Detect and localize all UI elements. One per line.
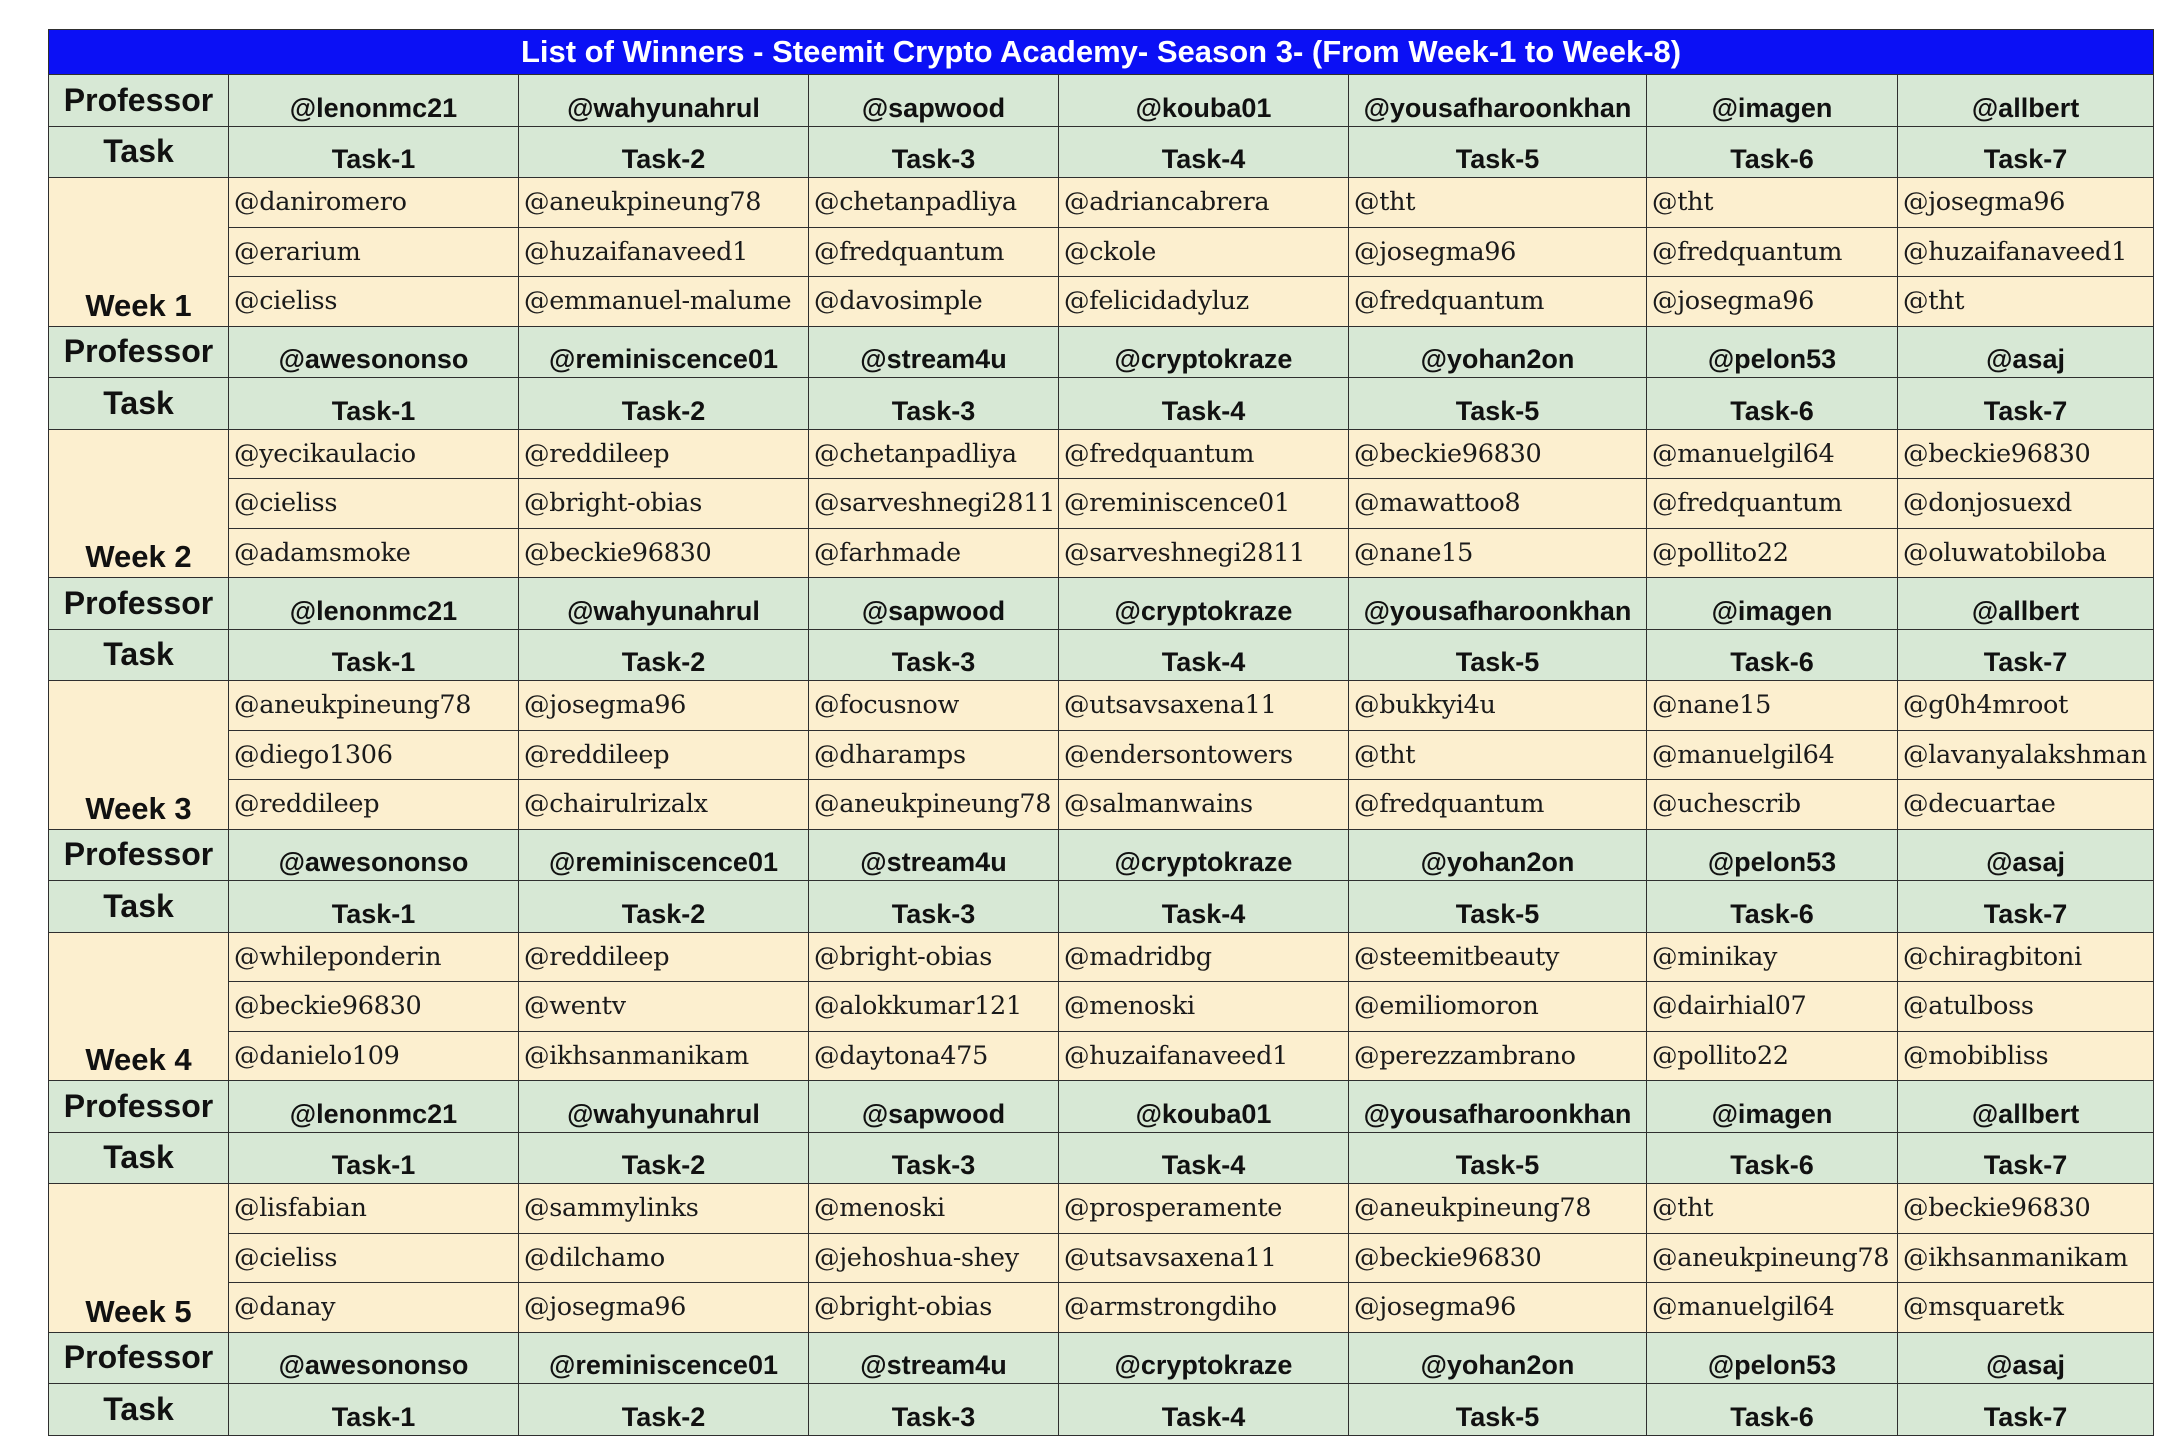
- task-name: Task-3: [809, 1132, 1059, 1184]
- winner-name: @menoski: [809, 1184, 1059, 1234]
- task-name: Task-2: [519, 378, 809, 430]
- professor-name: @allbert: [1898, 578, 2154, 630]
- task-name: Task-5: [1349, 1132, 1647, 1184]
- professor-name: @wahyunahrul: [519, 578, 809, 630]
- winner-name: @bright-obias: [809, 1283, 1059, 1333]
- winner-name: @alokkumar121: [809, 982, 1059, 1032]
- task-name: Task-2: [519, 881, 809, 933]
- winner-name: @aneukpineung78: [229, 681, 519, 731]
- task-name: Task-1: [229, 378, 519, 430]
- task-label: Task: [49, 881, 229, 933]
- professor-name: @wahyunahrul: [519, 75, 809, 127]
- week-label: Week 5: [49, 1184, 229, 1333]
- professor-label: Professor: [49, 1332, 229, 1384]
- winner-name: @nane15: [1647, 681, 1898, 731]
- week-label: Week 2: [49, 429, 229, 578]
- professor-name: @sapwood: [809, 578, 1059, 630]
- winner-name: @beckie96830: [1898, 429, 2154, 479]
- table-title: List of Winners - Steemit Crypto Academy- Season 3- (From Week-1 to Week-8): [49, 30, 2154, 75]
- task-name: Task-1: [229, 629, 519, 681]
- winner-name: @sarveshnegi2811: [1059, 528, 1349, 578]
- professor-name: @cryptokraze: [1059, 1332, 1349, 1384]
- professor-name: @yousafharoonkhan: [1349, 578, 1647, 630]
- winner-name: @dharamps: [809, 730, 1059, 780]
- winner-name: @wentv: [519, 982, 809, 1032]
- winner-name: @beckie96830: [1349, 1233, 1647, 1283]
- winner-name: @cieliss: [229, 277, 519, 327]
- winner-name: @chetanpadliya: [809, 178, 1059, 228]
- winner-name: @fredquantum: [809, 227, 1059, 277]
- task-name: Task-4: [1059, 1384, 1349, 1436]
- winner-name: @uchescrib: [1647, 780, 1898, 830]
- professor-name: @cryptokraze: [1059, 829, 1349, 881]
- winner-name: @adriancabrera: [1059, 178, 1349, 228]
- professor-name: @lenonmc21: [229, 75, 519, 127]
- winner-name: @emmanuel-malume: [519, 277, 809, 327]
- professor-label: Professor: [49, 578, 229, 630]
- winner-row: [49, 178, 2154, 228]
- winner-name: @josegma96: [1349, 1283, 1647, 1333]
- winner-name: @cieliss: [229, 479, 519, 529]
- task-name: Task-4: [1059, 126, 1349, 178]
- winner-row: [49, 730, 2154, 780]
- task-name: Task-5: [1349, 881, 1647, 933]
- winner-name: @oluwatobiloba: [1898, 528, 2154, 578]
- winner-name: @dairhial07: [1647, 982, 1898, 1032]
- winner-name: @msquaretk: [1898, 1283, 2154, 1333]
- winner-name: @g0h4mroot: [1898, 681, 2154, 731]
- winner-name: @daytona475: [809, 1031, 1059, 1081]
- week-label: Week 1: [49, 178, 229, 327]
- winner-name: @tht: [1647, 1184, 1898, 1234]
- task-name: Task-7: [1898, 1132, 2154, 1184]
- winner-name: @steemitbeauty: [1349, 932, 1647, 982]
- winner-name: @fredquantum: [1647, 479, 1898, 529]
- winner-name: @beckie96830: [519, 528, 809, 578]
- week-label: Week 3: [49, 681, 229, 830]
- winner-row: [49, 429, 2154, 479]
- winner-row: [49, 277, 2154, 327]
- professor-label: Professor: [49, 1081, 229, 1133]
- winner-name: @utsavsaxena11: [1059, 681, 1349, 731]
- winner-name: @manuelgil64: [1647, 429, 1898, 479]
- professor-name: @cryptokraze: [1059, 326, 1349, 378]
- winner-name: @minikay: [1647, 932, 1898, 982]
- professor-row: [49, 1332, 2154, 1384]
- task-name: Task-4: [1059, 881, 1349, 933]
- winner-name: @ikhsanmanikam: [519, 1031, 809, 1081]
- winner-row: [49, 1283, 2154, 1333]
- winner-name: @chetanpadliya: [809, 429, 1059, 479]
- winner-name: @menoski: [1059, 982, 1349, 1032]
- professor-name: @yohan2on: [1349, 1332, 1647, 1384]
- winner-name: @yecikaulacio: [229, 429, 519, 479]
- professor-name: @asaj: [1898, 326, 2154, 378]
- winner-name: @josegma96: [519, 1283, 809, 1333]
- winner-name: @josegma96: [1349, 227, 1647, 277]
- task-name: Task-4: [1059, 1132, 1349, 1184]
- winner-name: @lavanyalakshman: [1898, 730, 2154, 780]
- winner-name: @fredquantum: [1059, 429, 1349, 479]
- winner-name: @tht: [1349, 178, 1647, 228]
- winner-name: @mawattoo8: [1349, 479, 1647, 529]
- task-name: Task-1: [229, 881, 519, 933]
- winner-name: @daniromero: [229, 178, 519, 228]
- professor-row: [49, 1081, 2154, 1133]
- professor-name: @sapwood: [809, 1081, 1059, 1133]
- winner-name: @sammylinks: [519, 1184, 809, 1234]
- winner-name: @beckie96830: [1349, 429, 1647, 479]
- task-name: Task-7: [1898, 126, 2154, 178]
- professor-name: @awesononso: [229, 326, 519, 378]
- task-name: Task-3: [809, 126, 1059, 178]
- task-row: [49, 1384, 2154, 1436]
- professor-name: @reminiscence01: [519, 326, 809, 378]
- professor-name: @awesononso: [229, 1332, 519, 1384]
- task-name: Task-4: [1059, 629, 1349, 681]
- winners-table: [48, 29, 2154, 1436]
- winner-name: @bright-obias: [809, 932, 1059, 982]
- winner-name: @huzaifanaveed1: [1898, 227, 2154, 277]
- winner-name: @josegma96: [1647, 277, 1898, 327]
- winner-name: @reddileep: [229, 780, 519, 830]
- winner-row: [49, 528, 2154, 578]
- winner-name: @reddileep: [519, 730, 809, 780]
- task-name: Task-7: [1898, 1384, 2154, 1436]
- winner-row: [49, 1184, 2154, 1234]
- task-row: [49, 881, 2154, 933]
- winner-row: [49, 1031, 2154, 1081]
- winner-name: @atulboss: [1898, 982, 2154, 1032]
- professor-name: @awesononso: [229, 829, 519, 881]
- professor-label: Professor: [49, 75, 229, 127]
- professor-name: @kouba01: [1059, 1081, 1349, 1133]
- winner-name: @aneukpineung78: [1349, 1184, 1647, 1234]
- title-row: [49, 30, 2154, 75]
- winner-name: @dilchamo: [519, 1233, 809, 1283]
- professor-name: @asaj: [1898, 1332, 2154, 1384]
- task-name: Task-5: [1349, 629, 1647, 681]
- winner-row: [49, 982, 2154, 1032]
- winner-name: @emiliomoron: [1349, 982, 1647, 1032]
- task-label: Task: [49, 629, 229, 681]
- winner-name: @aneukpineung78: [809, 780, 1059, 830]
- winner-name: @danay: [229, 1283, 519, 1333]
- professor-row: [49, 829, 2154, 881]
- winner-name: @erarium: [229, 227, 519, 277]
- winner-row: [49, 479, 2154, 529]
- winner-name: @lisfabian: [229, 1184, 519, 1234]
- winner-name: @huzaifanaveed1: [1059, 1031, 1349, 1081]
- professor-name: @allbert: [1898, 1081, 2154, 1133]
- winner-name: @endersontowers: [1059, 730, 1349, 780]
- winner-name: @fredquantum: [1647, 227, 1898, 277]
- task-name: Task-3: [809, 629, 1059, 681]
- winner-name: @focusnow: [809, 681, 1059, 731]
- task-name: Task-2: [519, 126, 809, 178]
- winner-name: @reddileep: [519, 932, 809, 982]
- task-name: Task-4: [1059, 378, 1349, 430]
- winner-row: [49, 932, 2154, 982]
- professor-name: @yousafharoonkhan: [1349, 1081, 1647, 1133]
- winner-name: @whileponderin: [229, 932, 519, 982]
- winner-name: @bukkyi4u: [1349, 681, 1647, 731]
- winner-name: @chairulrizalx: [519, 780, 809, 830]
- week-label: Week 4: [49, 932, 229, 1081]
- winner-name: @armstrongdiho: [1059, 1283, 1349, 1333]
- professor-row: [49, 578, 2154, 630]
- task-name: Task-7: [1898, 881, 2154, 933]
- professor-name: @asaj: [1898, 829, 2154, 881]
- winner-name: @perezzambrano: [1349, 1031, 1647, 1081]
- winner-name: @pollito22: [1647, 528, 1898, 578]
- task-name: Task-5: [1349, 126, 1647, 178]
- task-name: Task-5: [1349, 378, 1647, 430]
- winner-name: @ckole: [1059, 227, 1349, 277]
- task-name: Task-1: [229, 1132, 519, 1184]
- professor-name: @kouba01: [1059, 75, 1349, 127]
- task-name: Task-6: [1647, 1132, 1898, 1184]
- task-name: Task-6: [1647, 378, 1898, 430]
- task-name: Task-2: [519, 629, 809, 681]
- task-label: Task: [49, 126, 229, 178]
- professor-name: @pelon53: [1647, 326, 1898, 378]
- winner-name: @bright-obias: [519, 479, 809, 529]
- winner-name: @davosimple: [809, 277, 1059, 327]
- task-name: Task-7: [1898, 378, 2154, 430]
- winner-name: @cieliss: [229, 1233, 519, 1283]
- winner-name: @prosperamente: [1059, 1184, 1349, 1234]
- task-row: [49, 629, 2154, 681]
- professor-name: @allbert: [1898, 75, 2154, 127]
- winner-name: @aneukpineung78: [1647, 1233, 1898, 1283]
- winners-table-body: [49, 30, 2154, 1436]
- winner-name: @jehoshua-shey: [809, 1233, 1059, 1283]
- professor-name: @pelon53: [1647, 829, 1898, 881]
- professor-name: @imagen: [1647, 75, 1898, 127]
- winner-name: @fredquantum: [1349, 780, 1647, 830]
- professor-name: @yohan2on: [1349, 829, 1647, 881]
- winner-name: @adamsmoke: [229, 528, 519, 578]
- winner-name: @salmanwains: [1059, 780, 1349, 830]
- task-name: Task-1: [229, 126, 519, 178]
- winner-name: @reddileep: [519, 429, 809, 479]
- winner-name: @josegma96: [519, 681, 809, 731]
- winner-name: @farhmade: [809, 528, 1059, 578]
- winner-name: @decuartae: [1898, 780, 2154, 830]
- task-name: Task-3: [809, 1384, 1059, 1436]
- winner-name: @mobibliss: [1898, 1031, 2154, 1081]
- professor-name: @reminiscence01: [519, 829, 809, 881]
- task-name: Task-2: [519, 1384, 809, 1436]
- professor-label: Professor: [49, 326, 229, 378]
- winner-name: @fredquantum: [1349, 277, 1647, 327]
- task-row: [49, 1132, 2154, 1184]
- task-name: Task-6: [1647, 126, 1898, 178]
- professor-label: Professor: [49, 829, 229, 881]
- winner-row: [49, 681, 2154, 731]
- task-name: Task-6: [1647, 881, 1898, 933]
- task-label: Task: [49, 1384, 229, 1436]
- task-name: Task-3: [809, 378, 1059, 430]
- professor-name: @sapwood: [809, 75, 1059, 127]
- winner-name: @danielo109: [229, 1031, 519, 1081]
- professor-name: @imagen: [1647, 578, 1898, 630]
- winner-name: @nane15: [1349, 528, 1647, 578]
- winner-name: @manuelgil64: [1647, 1283, 1898, 1333]
- professor-name: @lenonmc21: [229, 578, 519, 630]
- winner-name: @tht: [1647, 178, 1898, 228]
- task-row: [49, 378, 2154, 430]
- winner-row: [49, 780, 2154, 830]
- professor-name: @pelon53: [1647, 1332, 1898, 1384]
- winner-name: @beckie96830: [229, 982, 519, 1032]
- winner-name: @utsavsaxena11: [1059, 1233, 1349, 1283]
- winner-name: @huzaifanaveed1: [519, 227, 809, 277]
- winner-name: @felicidadyluz: [1059, 277, 1349, 327]
- winner-name: @manuelgil64: [1647, 730, 1898, 780]
- professor-name: @reminiscence01: [519, 1332, 809, 1384]
- task-label: Task: [49, 1132, 229, 1184]
- winner-name: @tht: [1898, 277, 2154, 327]
- winner-row: [49, 1233, 2154, 1283]
- professor-name: @yohan2on: [1349, 326, 1647, 378]
- winner-name: @beckie96830: [1898, 1184, 2154, 1234]
- task-name: Task-5: [1349, 1384, 1647, 1436]
- winner-name: @tht: [1349, 730, 1647, 780]
- professor-name: @wahyunahrul: [519, 1081, 809, 1133]
- winner-name: @reminiscence01: [1059, 479, 1349, 529]
- winner-name: @diego1306: [229, 730, 519, 780]
- winner-row: [49, 227, 2154, 277]
- task-name: Task-3: [809, 881, 1059, 933]
- professor-name: @stream4u: [809, 829, 1059, 881]
- task-name: Task-7: [1898, 629, 2154, 681]
- professor-name: @imagen: [1647, 1081, 1898, 1133]
- winner-name: @donjosuexd: [1898, 479, 2154, 529]
- task-name: Task-6: [1647, 1384, 1898, 1436]
- winner-name: @chiragbitoni: [1898, 932, 2154, 982]
- task-row: [49, 126, 2154, 178]
- task-name: Task-2: [519, 1132, 809, 1184]
- professor-name: @stream4u: [809, 1332, 1059, 1384]
- professor-name: @stream4u: [809, 326, 1059, 378]
- professor-row: [49, 75, 2154, 127]
- winner-name: @sarveshnegi2811: [809, 479, 1059, 529]
- winner-name: @pollito22: [1647, 1031, 1898, 1081]
- professor-row: [49, 326, 2154, 378]
- winner-name: @aneukpineung78: [519, 178, 809, 228]
- task-label: Task: [49, 378, 229, 430]
- winner-name: @ikhsanmanikam: [1898, 1233, 2154, 1283]
- task-name: Task-1: [229, 1384, 519, 1436]
- winner-name: @madridbg: [1059, 932, 1349, 982]
- professor-name: @yousafharoonkhan: [1349, 75, 1647, 127]
- professor-name: @lenonmc21: [229, 1081, 519, 1133]
- winner-name: @josegma96: [1898, 178, 2154, 228]
- professor-name: @cryptokraze: [1059, 578, 1349, 630]
- task-name: Task-6: [1647, 629, 1898, 681]
